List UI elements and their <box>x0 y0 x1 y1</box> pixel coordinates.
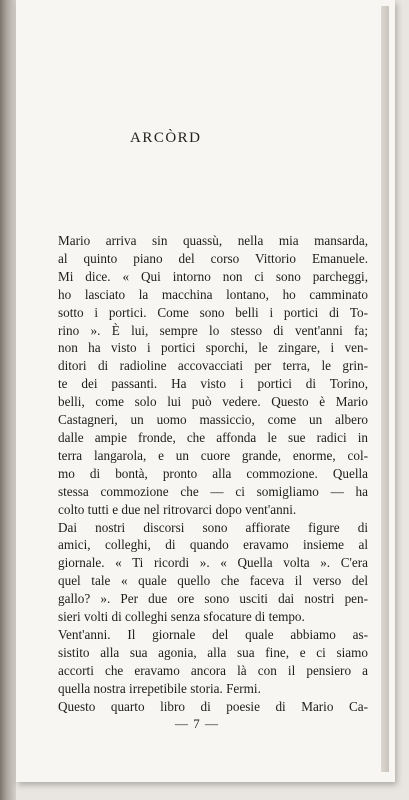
book-binding <box>0 0 16 800</box>
text-line: dalle ampie fronde, che affonda le sue radici in <box>58 429 368 445</box>
text-line: accorti che eravamo ancora là con il pensiero a <box>58 662 368 678</box>
text-line: mo di bontà, pronto alla commozione. Quella <box>58 465 368 481</box>
text-line: giornale. « Ti ricordi ». « Quella volta ». C'era <box>58 555 368 571</box>
text-line: Dai nostri discorsi sono affiorate figure di <box>58 519 368 535</box>
text-line: sistito alla sua agonia, alla sua fine, e ci siamo <box>58 644 368 660</box>
text-line: gallo? ». Per due ore sono usciti dai nostri pen- <box>58 591 368 607</box>
text-line: colto tutti e due nel ritrovarci dopo vent'anni. <box>58 501 297 517</box>
text-line: terra langarola, e un cuore grande, enorme, col- <box>58 447 368 463</box>
page-number: — 7 — <box>175 716 219 731</box>
text-line: sieri volti di colleghi senza sfocature di tempo. <box>58 609 305 625</box>
text-line: amici, colleghi, di quando eravamo insieme al <box>58 537 368 553</box>
text-line: belli, come solo lui può vedere. Questo è Mario <box>58 394 368 410</box>
text-line: rino ». È lui, sempre lo stesso di vent'anni fa; <box>58 322 368 338</box>
text-line: Vent'anni. Il giornale del quale abbiamo as- <box>58 626 368 642</box>
page-edge <box>381 6 389 772</box>
text-line: quella nostra irrepetibile storia. Fermi. <box>58 680 261 696</box>
text-line: te dei passanti. Ha visto i portici di Torino, <box>58 376 368 392</box>
text-line: Mario arriva sin quassù, nella mia mansarda, <box>58 233 368 248</box>
text-line: al quinto piano del corso Vittorio Emanuele. <box>58 250 368 266</box>
chapter-title: ARCÒRD <box>130 130 202 146</box>
body-text <box>58 232 368 715</box>
text-line: non ha visto i portici sporchi, le zingare, i ven- <box>58 340 368 356</box>
text-line: sotto i portici. Come sono belli i portici di To- <box>58 304 368 320</box>
text-line: ho lasciato la macchina lontano, ho camminato <box>58 286 368 302</box>
text-line: Questo quarto libro di poesie di Mario Ca- <box>58 698 368 714</box>
text-line: Mi dice. « Qui intorno non ci sono parcheggi, <box>58 268 368 284</box>
text-line: ditori di radioline accovacciati per terra, le grin- <box>58 358 368 374</box>
text-line: quel tale « quale quello che faceva il verso del <box>58 573 368 589</box>
text-line: stessa commozione che — ci somigliamo — ha <box>58 483 368 499</box>
text-line: Castagneri, un uomo massiccio, come un albero <box>58 412 368 428</box>
